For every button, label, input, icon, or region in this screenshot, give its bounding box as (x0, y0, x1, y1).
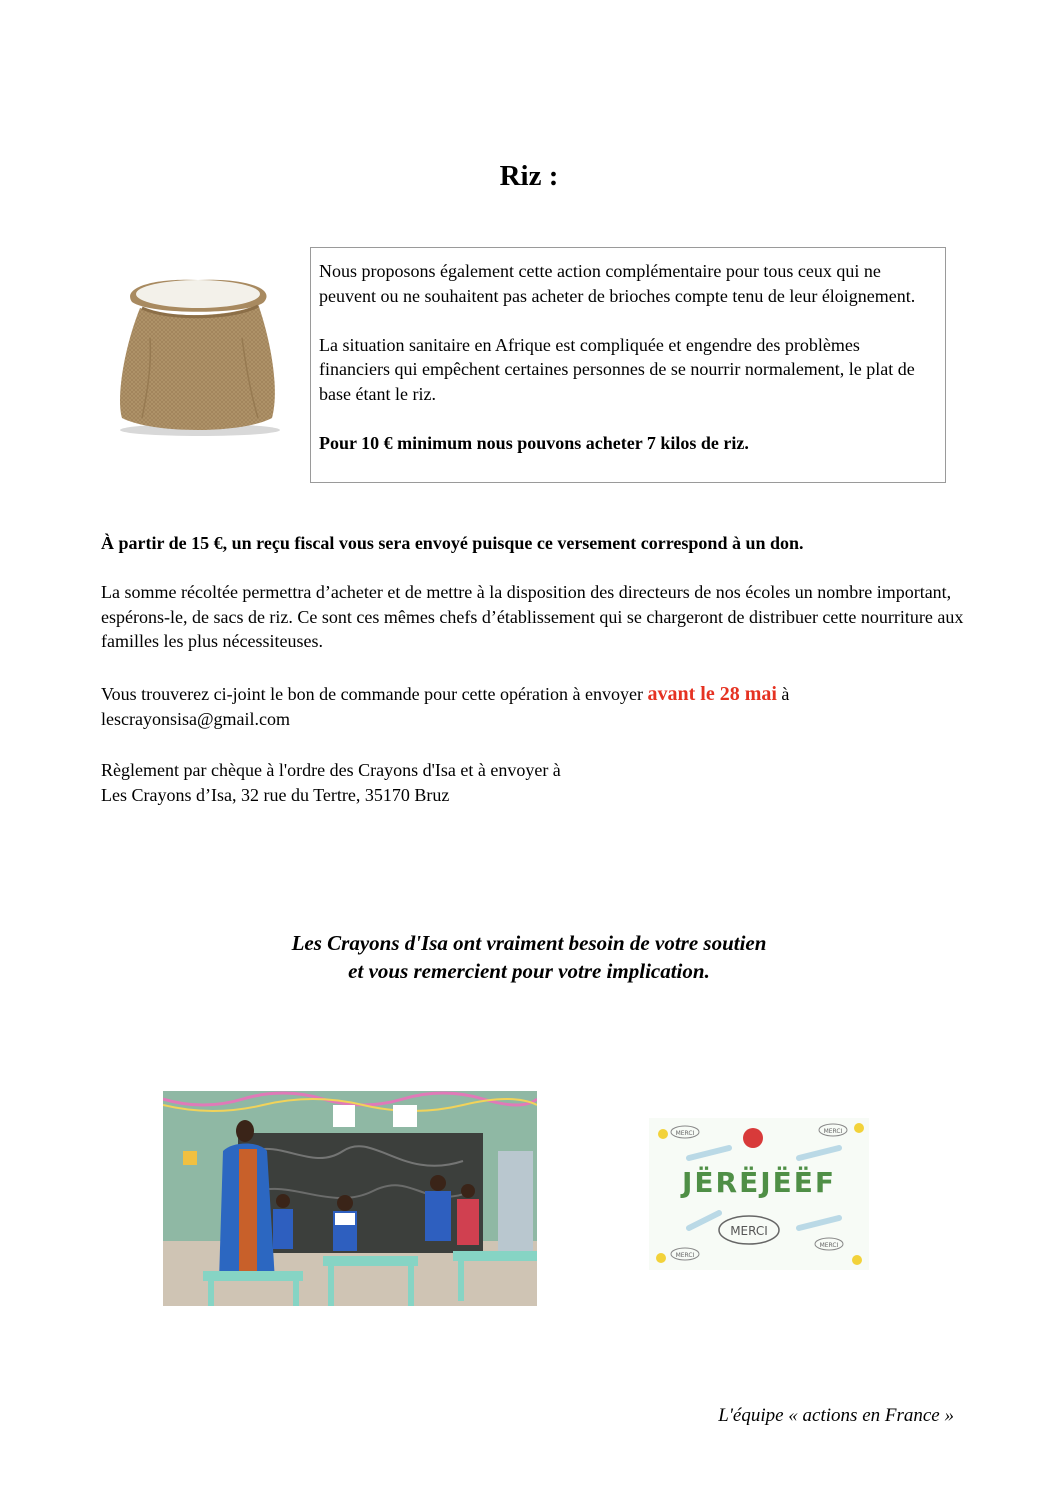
merci-bubble-label: MERCI (675, 1252, 695, 1259)
info-paragraph-price: Pour 10 € minimum nous pouvons acheter 7 kilos de riz. (319, 432, 749, 453)
order-email[interactable]: lescrayonsisa@gmail.com (101, 708, 291, 729)
fiscal-receipt-text: À partir de 15 €, un reçu fiscal vous sera envoyé puisque ce versement correspond à un don. (101, 533, 804, 553)
payment-address: Les Crayons d’Isa, 32 rue du Tertre, 35170 Bruz (101, 784, 450, 805)
classroom-photo (163, 1091, 537, 1306)
merci-bubble-label: MERCI (823, 1128, 843, 1135)
smiley-icon (854, 1123, 864, 1133)
order-text: Vous trouverez ci-joint le bon de commande pour cette opération à envoyer (101, 684, 648, 704)
merci-word: MERCI (730, 1224, 768, 1238)
payment-instructions (101, 758, 971, 807)
payment-line-1: Règlement par chèque à l'ordre des Crayons d'Isa et à envoyer à (101, 760, 561, 780)
smiley-icon (852, 1255, 862, 1265)
thanks-message (0, 929, 1058, 985)
page-title: Riz : (499, 160, 559, 192)
info-box (310, 247, 946, 483)
order-instructions (101, 682, 971, 731)
rice-sack-image (112, 268, 284, 436)
merci-drawing (649, 1118, 869, 1270)
order-deadline: avant le 28 mai (647, 683, 777, 705)
thanks-line-1: Les Crayons d'Isa ont vraiment besoin de votre soutien (291, 931, 767, 955)
merci-word-wolof: JËRËJËËF (681, 1166, 837, 1199)
merci-bubble-label: MERCI (819, 1242, 839, 1249)
merci-bubble-label: MERCI (675, 1130, 695, 1137)
order-text-end: à (776, 684, 790, 704)
collection-purpose-text: La somme récoltée permettra d’acheter et de mettre à la disposition des directeurs de nos écoles un nombre important, espérons-le, de sacs de riz. Ce sont ces mêmes chefs d’établissement qui se chargeront de distribuer cette nourriture aux familles les plus nécessiteuses. (101, 582, 964, 651)
signature: L'équipe « actions en France » (718, 1405, 954, 1426)
info-paragraph-1: Nous proposons également cette action complémentaire pour tous ceux qui ne peuvent ou ne souhaitent pas acheter de brioches compte tenu de leur éloignement. (319, 261, 916, 306)
smiley-icon (656, 1253, 666, 1263)
smiley-icon (658, 1129, 668, 1139)
info-paragraph-2: La situation sanitaire en Afrique est compliquée et engendre des problèmes financiers qui empêchent certaines personnes de se nourrir normalement, le plat de base étant le riz. (319, 334, 915, 404)
thanks-line-2: et vous remercient pour votre implication. (348, 959, 710, 983)
